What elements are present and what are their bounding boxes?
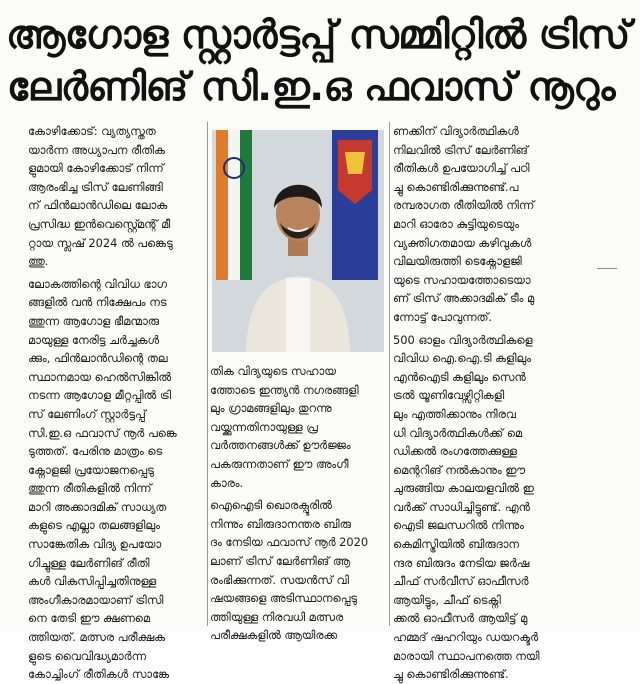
text-line: ളുമായി കോഴിക്കോട് നിന്ന് — [28, 161, 164, 176]
text-line: കളുടെ എല്ലാ തലങ്ങളിലും — [28, 518, 160, 533]
text-line: ഐഐടി ഖൊരക്പൂരിൽ — [210, 498, 332, 513]
text-line: ച്ചു കൊണ്ടിരിക്കുന്നുണ്ട്.പ — [393, 179, 519, 194]
text-line: വർക്ക് സാധിച്ചിട്ടുണ്ട്. എൻ — [393, 499, 530, 514]
text-line: ക്കും, ഫിൻലാൻഡിന്റെ തല — [28, 351, 168, 366]
text-line: ണ് ട്രിസ് അക്കാദമിക് ടീം മു — [393, 291, 535, 306]
text-line: നെ തേടി ഈ ക്ഷണമെ — [28, 611, 150, 626]
headline-line-1: ആഗോള സ്റ്റാർട്ടപ്പ് സമ്മിറ്റിൽ ട്രിസ് — [6, 13, 630, 58]
text-line: ട്രൽ യൂണിവേഴ്സിറ്റികളി — [393, 388, 505, 403]
text-line: ളുടെ വൈവിദ്ധ്യമാർന്ന — [28, 648, 147, 663]
text-line: ദം നേടിയ ഫവാസ് നൂർ 2020 — [210, 535, 369, 550]
text-line: വിവിധ ഐ.ഐ.ടി കളിലും — [393, 351, 532, 366]
paragraph — [393, 331, 571, 684]
text-line: കോഴിക്കോട്: വ്യത്യസ്തത — [28, 124, 156, 138]
article-column-left — [28, 122, 204, 682]
text-line: 500 ഓളം വിദ്യാർത്ഥികളെ — [393, 332, 533, 347]
text-line: മെന്ററിങ് നൽകാനും ഈ — [393, 462, 525, 477]
text-line: മായുള്ള നേരിട്ട ചർച്ചകൾ — [28, 332, 159, 347]
text-line: ടുത്തത്. പേരിനു മാത്രം ടെ — [28, 444, 163, 459]
text-line: ലും ഗ്രാമങ്ങളിലും തുറന്നു — [210, 401, 332, 416]
text-line: ഡിക്കൽ രംഗത്തേക്കുള്ള — [393, 444, 517, 459]
text-line: സ് ലേണിംഗ് സ്റ്റാർട്ടപ്പ് — [28, 406, 146, 421]
text-line: ത്തു. — [28, 254, 49, 269]
text-line: ത്തുന്ന ആഗോള ഭീമന്മാരു — [28, 313, 159, 328]
paragraph — [28, 275, 204, 684]
text-line: കെമിസ്ട്രിയിൽ ബിരുദാന — [393, 537, 519, 552]
paragraph — [28, 122, 204, 271]
text-line: ത്തുന്ന രീതികളിൽ നിന്ന് — [28, 481, 152, 496]
text-line: കോച്ചിംഗ് രീതികൾ സാങ്കേ — [28, 667, 170, 682]
article-column-right — [393, 122, 571, 682]
text-line: ലോകത്തിന്റെ വിവിധ ഭാഗ — [28, 276, 167, 291]
text-line: മാറി ഓരോ കുട്ടിയുടെയും — [393, 216, 520, 231]
text-line: ത്തിയത്. മത്സര പരീക്ഷക — [28, 630, 165, 645]
margin-mark — [597, 268, 617, 269]
portrait-photo — [212, 130, 384, 352]
text-line: ച്ചു കൊണ്ടിരിക്കുന്നുണ്ട്. — [393, 667, 509, 682]
text-line: ഗിച്ചുള്ള ലേർണിങ് രീതി — [28, 555, 150, 570]
text-line: അംഗീകാരമായാണ് ട്രിസി — [28, 592, 164, 607]
paragraph — [210, 362, 386, 492]
text-line: ക്കൽ ഓഫീസർ ആയിട്ട് മു — [393, 611, 528, 626]
text-line: രമ്പരാഗത രീതിയിൽ നിന്ന് — [393, 198, 535, 213]
text-line: മാരായി സ്ഥാപനത്തെ നയി — [393, 648, 540, 663]
text-line: രംഭിക്കുന്നത്. സയൻസ് വി — [210, 572, 349, 587]
text-line: ഹമ്മദ് ഷഹറിയും ഡയറക്ടർ — [393, 630, 539, 645]
text-line: ണക്കിന് വിദ്യാർത്ഥികൾ — [393, 124, 519, 138]
text-line: പകരുന്നതാണ് ഈ അംഗീ — [210, 456, 349, 471]
text-line: ക്നോളജി പ്രയോജനപ്പെടു — [28, 462, 154, 477]
paragraph — [210, 496, 386, 645]
column-divider — [389, 122, 390, 626]
text-line: പരീക്ഷകളിൽ ആയിരക്ക — [210, 628, 338, 643]
text-line: വിലയിരുത്തി ടെക്നോളജി — [393, 254, 522, 269]
text-line: റ്റായ സ്ലഷ് 2024 ൽ പങ്കെടു — [28, 235, 173, 250]
text-line: എൻഐടി കളിലും സെൻ — [393, 369, 526, 384]
text-line: പ്രസിദ്ധ ഇൻവെസ്റ്റ്മെന്റ് മീ — [28, 216, 171, 231]
article-column-middle — [210, 362, 386, 643]
text-line: മാറി അക്കാദമിക് സാധ്യത — [28, 499, 167, 514]
text-line: കൾ വികസിപ്പിച്ചതിനുള്ള — [28, 574, 157, 589]
text-line: ലാണ് ട്രിസ് ലേർണിങ് ആ — [210, 553, 351, 568]
paragraph — [393, 122, 571, 327]
column-divider — [207, 122, 208, 626]
text-line: തിക വിദ്യയുടെ സഹായ — [210, 364, 336, 378]
portrait-illustration — [212, 130, 384, 352]
text-line: യാർന്ന അധ്യാപന രീതിക — [28, 142, 165, 157]
text-line: നടന്ന ആഗോള മീറ്റപ്പിൽ ട്രി — [28, 388, 172, 403]
text-line: ന്നോട്ട് പോവുന്നത്. — [393, 309, 493, 324]
text-line: ന്ദര ബിരുദം നേടിയ ജർഷ — [393, 555, 530, 570]
text-line: സ്ഥാനമായ ഹെൽസിങ്കിൽ — [28, 369, 172, 384]
text-line: ആരംഭിച്ച ട്രിസ് ലേണിങ്ങി — [28, 179, 163, 194]
headline-line-2: ലേർണിങ് സി.ഇ.ഒ ഫവാസ് നൂറും — [7, 65, 615, 110]
text-line: യുടെ സഹായത്തോടെയാ — [393, 272, 531, 287]
text-line: രീതികൾ ഉപയോഗിച്ച് പഠി — [393, 161, 530, 176]
text-line: ങ്ങളിൽ വൻ നിക്ഷേപം നട — [28, 295, 167, 310]
text-line: ചീഫ് സർവീസ് ഓഫീസർ — [393, 574, 529, 589]
text-line: ലും എത്തിക്കാനും നിരവ — [393, 406, 516, 421]
headline — [6, 10, 630, 114]
text-line: നിന്നും ബിരുദാനന്തര ബിരു — [210, 516, 351, 531]
text-line: വർത്തനങ്ങൾക്ക് ഊർജ്ജം — [210, 438, 351, 453]
text-line: ആയിട്ടും, ചീഫ് ടെക്നി — [393, 592, 501, 607]
text-line: ധി വിദ്യാർത്ഥികൾക്ക് മെ — [393, 425, 523, 440]
text-line: വ്യക്തിഗതമായ കഴിവുകൾ — [393, 235, 532, 250]
text-line: ഐടി ജലന്ധറിൽ നിന്നും — [393, 518, 524, 533]
text-line: നിലവിൽ ട്രിസ് ലേർണിങ് — [393, 142, 528, 157]
text-line: ഷയങ്ങളെ അടിസ്ഥാനപ്പെടു — [210, 591, 358, 606]
text-line: ത്തിയുള്ള നിരവധി മത്സര — [210, 609, 344, 624]
text-line: ന് ഫിൻലാൻഡിലെ ലോക — [28, 198, 168, 213]
text-line: കാരം. — [210, 475, 244, 490]
text-line: വയ്ക്കുന്നതിനായുള്ള പ്ര — [210, 419, 318, 434]
text-line: ചുരുങ്ങിയ കാലയളവിൽ ഇ — [393, 481, 534, 496]
text-line: സാങ്കേതിക വിദ്യ ഉപയോ — [28, 537, 162, 552]
text-line: സി.ഇ.ഒ ഫവാസ് നൂർ പങ്കെ — [28, 425, 177, 440]
text-line: ത്തോടെ ഇന്ത്യൻ നഗരങ്ങളി — [210, 382, 359, 397]
